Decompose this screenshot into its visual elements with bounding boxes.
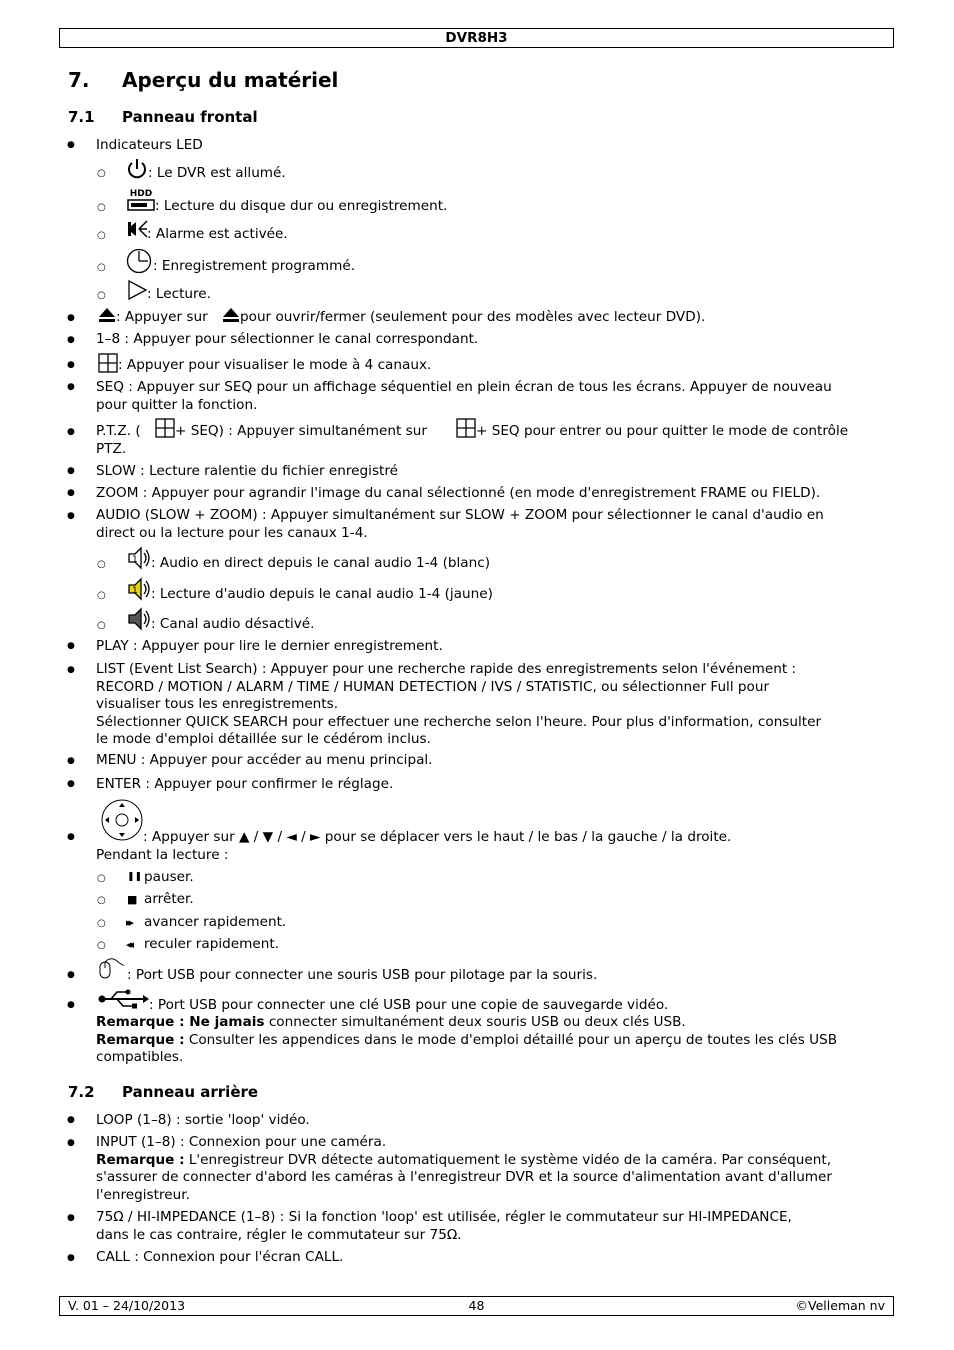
input-note-line-1 — [96, 1152, 894, 1170]
bullet: ● — [67, 641, 75, 651]
clock-icon — [126, 247, 154, 275]
nav-text: : Appuyer sur ▲ / ▼ / ◄ / ► pour se déplacer vers le haut / le bas / la gauche / la droite. — [143, 829, 732, 845]
hdd-label: HDD — [129, 189, 153, 199]
eject-icon — [97, 307, 117, 325]
power-icon — [126, 158, 148, 180]
quad-text: : Appuyer pour visualiser le mode à 4 canaux. — [118, 357, 432, 373]
loop-text: LOOP (1–8) : sortie 'loop' vidéo. — [96, 1112, 310, 1128]
impedance-line-2: dans le cas contraire, régler le commutateur sur 75Ω. — [96, 1226, 462, 1243]
quad-view-icon — [456, 418, 476, 438]
bullet: ● — [67, 313, 75, 323]
input-note-2: s'assurer de connecter d'abord les caméras à l'enregistreur DVR et la source d'alimentation avant d'allumer — [96, 1169, 832, 1185]
input-text — [96, 1134, 894, 1204]
bullet: ● — [67, 1138, 75, 1148]
bullet: ● — [67, 488, 75, 498]
eject-text-b: pour ouvrir/fermer (seulement pour des modèles avec lecteur DVD). — [240, 309, 706, 325]
bullet: ● — [67, 360, 75, 370]
bullet: ● — [67, 832, 75, 842]
section-number: 7. — [68, 68, 90, 92]
channels-text: 1–8 : Appuyer pour sélectionner le canal correspondant. — [96, 331, 479, 347]
sub-bullet: ○ — [97, 262, 106, 273]
pause-text: pauser. — [144, 869, 194, 885]
note-2-text: Consulter les appendices dans le mode d'emploi détaillé pour un aperçu de toutes les clés USB — [184, 1032, 838, 1048]
sub-bullet: ○ — [97, 590, 106, 601]
mouse-icon — [97, 957, 127, 983]
bullet: ● — [67, 1115, 75, 1125]
eject-icon — [221, 307, 241, 325]
bullet: ● — [67, 466, 75, 476]
subsection-title: Panneau frontal — [122, 108, 258, 126]
input-note-3: l'enregistreur. — [96, 1186, 190, 1203]
fast-forward-icon: ▸▸ — [126, 916, 132, 929]
sub-bullet: ○ — [97, 873, 106, 884]
sub-bullet: ○ — [97, 230, 106, 241]
page-header — [59, 28, 894, 48]
note-2-label: Remarque : — [96, 1032, 185, 1048]
sub-bullet: ○ — [97, 940, 106, 951]
svg-text:1: 1 — [132, 555, 138, 565]
list-text — [96, 661, 894, 749]
note-2 — [96, 1032, 837, 1050]
audio-playback-icon — [126, 577, 152, 601]
eject-text-a: : Appuyer sur — [116, 309, 208, 325]
list-line-4: Sélectionner QUICK SEARCH pour effectuer une recherche selon l'heure. Pour plus d'information, consulter — [96, 713, 822, 730]
audio-live-text: : Audio en direct depuis le canal audio 1-4 (blanc) — [151, 555, 491, 571]
bullet: ● — [67, 665, 75, 675]
seq-text — [96, 379, 894, 414]
footer-page-number: 48 — [468, 1298, 485, 1313]
play-icon — [127, 279, 149, 301]
enter-text: ENTER : Appuyer pour confirmer le réglage. — [96, 776, 394, 792]
bullet: ● — [67, 427, 75, 437]
seq-line-1: SEQ : Appuyer sur SEQ pour un affichage séquentiel en plein écran de tous les écrans. Appuyer de nouveau — [96, 379, 832, 395]
quad-view-icon — [98, 353, 118, 373]
subsection-number: 7.1 — [68, 108, 95, 126]
navigation-pad-icon — [99, 797, 145, 843]
sub-bullet: ○ — [97, 290, 106, 301]
audio-line-2: direct ou la lecture pour les canaux 1-4. — [96, 524, 368, 541]
bullet: ● — [67, 511, 75, 521]
led-power-text: : Le DVR est allumé. — [148, 165, 286, 181]
alarm-icon — [126, 219, 148, 241]
zoom-text: ZOOM : Appuyer pour agrandir l'image du canal sélectionné (en mode d'enregistrement FRAME ou FIELD). — [96, 485, 821, 501]
usb-icon — [97, 988, 149, 1010]
led-alarm-text: : Alarme est activée. — [147, 226, 288, 242]
bullet: ● — [67, 1000, 75, 1010]
bullet: ● — [67, 140, 75, 150]
input-note-label: Remarque : — [96, 1151, 185, 1168]
stop-icon: ■ — [127, 893, 138, 906]
impedance-line-1: 75Ω / HI-IMPEDANCE (1–8) : Si la fonction 'loop' est utilisée, régler le commutateur sur HI-IMPEDANCE, — [96, 1209, 792, 1225]
note-1 — [96, 1014, 686, 1032]
bullet: ● — [67, 1213, 75, 1223]
audio-live-icon — [126, 546, 152, 570]
list-line-2: RECORD / MOTION / ALARM / TIME / HUMAN DETECTION / IVS / STATISTIC, ou sélectionner Full pour — [96, 678, 770, 695]
play-text: PLAY : Appuyer pour lire le dernier enregistrement. — [96, 638, 443, 654]
list-line-3: visualiser tous les enregistrements. — [96, 696, 339, 712]
led-play-text: : Lecture. — [147, 286, 211, 302]
mouse-text: : Port USB pour connecter une souris USB pour pilotage par la souris. — [127, 967, 598, 983]
footer-copyright: ©Velleman nv — [795, 1298, 885, 1313]
fast-forward-text: avancer rapidement. — [144, 914, 287, 930]
rewind-icon: ◂◂ — [126, 938, 132, 951]
audio-text — [96, 507, 894, 542]
section-title: Aperçu du matériel — [122, 68, 339, 92]
seq-line-2: pour quitter la fonction. — [96, 396, 258, 413]
ptz-text-c: + SEQ pour entrer ou pour quitter le mode de contrôle — [476, 423, 849, 439]
subsection-title: Panneau arrière — [122, 1083, 259, 1101]
led-hdd-text: : Lecture du disque dur ou enregistrement. — [155, 198, 448, 214]
impedance-text — [96, 1209, 894, 1244]
sub-bullet: ○ — [97, 895, 106, 906]
sub-bullet: ○ — [97, 620, 106, 631]
sub-bullet: ○ — [97, 559, 106, 570]
header-model: DVR8H3 — [445, 30, 508, 46]
slow-text: SLOW : Lecture ralentie du fichier enregistré — [96, 463, 399, 479]
led-title: Indicateurs LED — [96, 137, 203, 153]
audio-playback-text: : Lecture d'audio depuis le canal audio 1-4 (jaune) — [151, 586, 493, 602]
menu-text: MENU : Appuyer pour accéder au menu principal. — [96, 752, 433, 768]
footer-version: V. 01 – 24/10/2013 — [68, 1298, 186, 1313]
sub-bullet: ○ — [97, 168, 106, 179]
svg-text:1: 1 — [132, 586, 138, 596]
note-1-text: connecter simultanément deux souris USB ou deux clés USB. — [264, 1014, 686, 1030]
ptz-text-b: + SEQ) : Appuyer simultanément sur — [175, 423, 427, 439]
ptz-text-d: PTZ. — [96, 441, 127, 457]
ptz-text-a: P.T.Z. ( — [96, 423, 141, 439]
page-footer — [59, 1296, 894, 1316]
audio-off-icon — [126, 607, 152, 631]
rewind-text: reculer rapidement. — [144, 936, 279, 952]
audio-off-text: : Canal audio désactivé. — [151, 616, 315, 632]
call-text: CALL : Connexion pour l'écran CALL. — [96, 1249, 344, 1265]
input-line: INPUT (1–8) : Connexion pour une caméra. — [96, 1134, 387, 1150]
nav-playback-title: Pendant la lecture : — [96, 847, 229, 863]
bullet: ● — [67, 382, 75, 392]
input-note-1: L'enregistreur DVR détecte automatiquement le système vidéo de la caméra. Par conséquent, — [184, 1151, 832, 1168]
note-2-text-2: compatibles. — [96, 1049, 184, 1065]
bullet: ● — [67, 335, 75, 345]
usb-text: : Port USB pour connecter une clé USB pour une copie de sauvegarde vidéo. — [149, 997, 669, 1013]
quad-view-icon — [155, 418, 175, 438]
note-1-label: Remarque : Ne jamais — [96, 1014, 265, 1030]
list-line-1: LIST (Event List Search) : Appuyer pour une recherche rapide des enregistrements selon l'événement : — [96, 661, 797, 677]
sub-bullet: ○ — [97, 918, 106, 929]
list-line-5: le mode d'emploi détaillée sur le cédérom inclus. — [96, 731, 431, 747]
stop-text: arrêter. — [144, 891, 194, 907]
hdd-icon — [127, 199, 155, 211]
subsection-number: 7.2 — [68, 1083, 95, 1101]
led-schedule-text: : Enregistrement programmé. — [153, 258, 356, 274]
bullet: ● — [67, 779, 75, 789]
bullet: ● — [67, 970, 75, 980]
pause-icon: ❚❚ — [127, 872, 143, 882]
bullet: ● — [67, 1253, 75, 1263]
bullet: ● — [67, 756, 75, 766]
audio-line-1: AUDIO (SLOW + ZOOM) : Appuyer simultanément sur SLOW + ZOOM pour sélectionner le canal d'audio en — [96, 507, 824, 523]
sub-bullet: ○ — [97, 202, 106, 213]
